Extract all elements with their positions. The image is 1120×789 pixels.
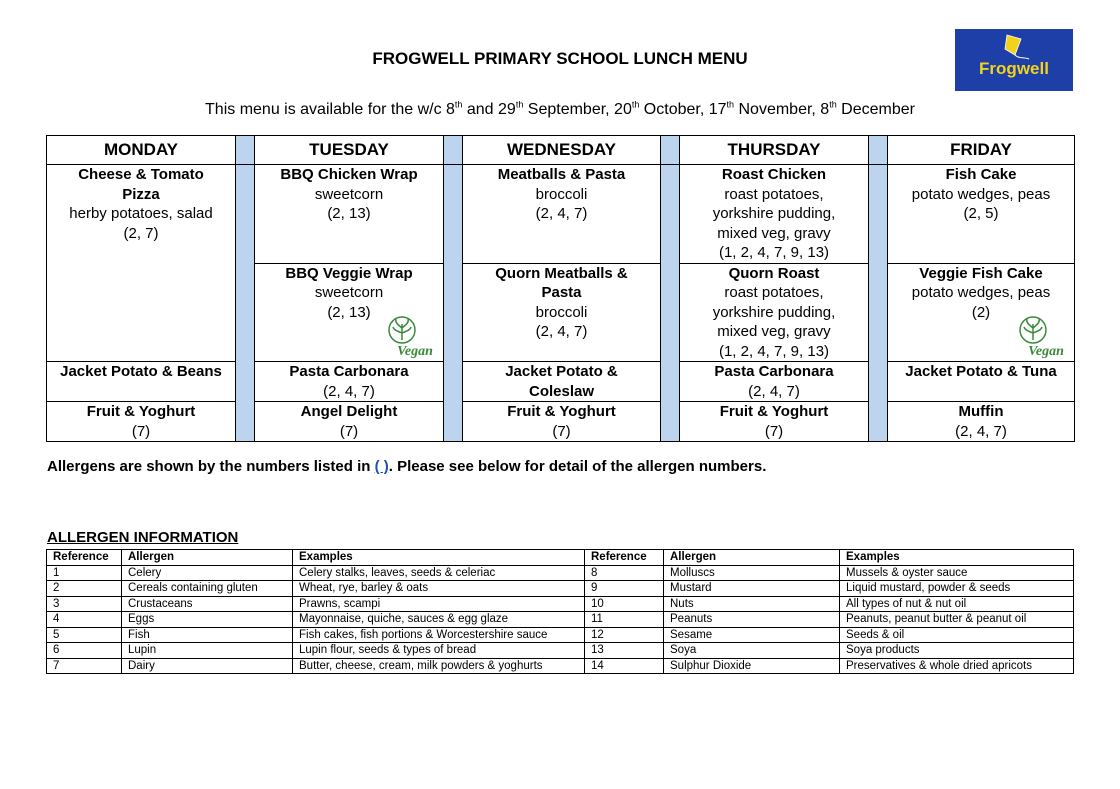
table-row <box>47 565 1074 581</box>
dish-sides: herby potatoes, salad <box>69 205 213 222</box>
table-cell: Prawns, scampi <box>293 596 585 612</box>
table-cell: 12 <box>585 627 664 643</box>
dish-name: Cheese & Tomato Pizza <box>78 166 204 203</box>
dish-name: Fruit & Yoghurt <box>719 403 829 420</box>
allergen-table-header <box>47 550 1074 566</box>
dish-allergens: (2, 13) <box>327 303 371 321</box>
table-cell: 8 <box>585 565 664 581</box>
vegan-icon <box>386 314 440 358</box>
table-cell: 6 <box>47 643 122 659</box>
wednesday-main-cell <box>463 165 661 264</box>
table-row <box>47 658 1074 674</box>
vegan-label: Vegan <box>397 344 433 358</box>
table-cell: Soya products <box>840 643 1074 659</box>
dish-name: Jacket Potato & Beans <box>60 363 222 380</box>
dish-allergens: (7) <box>552 422 571 440</box>
table-cell: Preservatives & whole dried apricots <box>840 658 1074 674</box>
thursday-main-cell <box>680 165 869 264</box>
table-cell: Mussels & oyster sauce <box>840 565 1074 581</box>
dish-name: BBQ Veggie Wrap <box>285 264 413 282</box>
table-cell: 3 <box>47 596 122 612</box>
table-cell: Dairy <box>122 658 293 674</box>
table-cell: Celery <box>122 565 293 581</box>
column-header: Reference <box>585 550 664 566</box>
dish-name: Angel Delight <box>300 403 398 420</box>
tuesday-alt-cell <box>255 362 444 402</box>
dish-name: Meatballs & Pasta <box>497 166 626 183</box>
table-cell: Peanuts <box>664 612 840 628</box>
day-header-row <box>47 136 1075 165</box>
dish-name: Quorn Meatballs & Pasta <box>495 264 628 301</box>
table-cell: 7 <box>47 658 122 674</box>
table-cell: Lupin flour, seeds & types of bread <box>293 643 585 659</box>
table-cell: Sesame <box>664 627 840 643</box>
thursday-veg-cell <box>680 263 869 362</box>
column-separator <box>869 165 888 442</box>
table-cell: Seeds & oil <box>840 627 1074 643</box>
column-separator <box>444 165 463 442</box>
dish-allergens: (2, 7) <box>123 224 159 242</box>
dish-allergens: (2, 5) <box>963 205 999 222</box>
thursday-dessert-cell <box>680 402 869 442</box>
dish-sides: mixed veg, gravy <box>717 323 831 340</box>
column-separator <box>661 136 680 165</box>
day-header-monday: MONDAY <box>47 136 236 165</box>
table-row <box>47 643 1074 659</box>
dish-allergens: (2, 4, 7) <box>323 382 375 400</box>
tuesday-veg-cell <box>255 263 444 362</box>
table-cell: Celery stalks, leaves, seeds & celeriac <box>293 565 585 581</box>
table-row <box>47 596 1074 612</box>
table-cell: Sulphur Dioxide <box>664 658 840 674</box>
dish-name: Muffin <box>958 403 1004 420</box>
tuesday-main-cell <box>255 165 444 264</box>
table-cell: 4 <box>47 612 122 628</box>
dish-sides: potato wedges, peas <box>911 284 1051 301</box>
vegan-label: Vegan <box>1028 344 1064 358</box>
frogwell-logo <box>955 29 1073 91</box>
column-separator <box>444 136 463 165</box>
dish-sides: roast potatoes, <box>724 185 824 203</box>
table-cell: Liquid mustard, powder & seeds <box>840 581 1074 597</box>
dish-name: BBQ Chicken Wrap <box>280 166 418 183</box>
table-cell: 5 <box>47 627 122 643</box>
logo-text: Frogwell <box>979 59 1049 78</box>
table-row <box>47 581 1074 597</box>
table-cell: Peanuts, peanut butter & peanut oil <box>840 612 1074 628</box>
friday-veg-cell <box>888 263 1075 362</box>
tuesday-dessert-cell <box>255 402 444 442</box>
dish-name: Jacket Potato & Tuna <box>905 363 1057 380</box>
allergen-note: Allergens are shown by the numbers listed in ( ). Please see below for detail of the allergen numbers. <box>47 458 767 475</box>
dish-allergens: (2, 4, 7) <box>955 422 1007 440</box>
table-row <box>47 627 1074 643</box>
table-cell: Cereals containing gluten <box>122 581 293 597</box>
table-cell: Wheat, rye, barley & oats <box>293 581 585 597</box>
dish-allergens: (7) <box>131 422 151 440</box>
wednesday-alt-cell <box>463 362 661 402</box>
dish-sides: yorkshire pudding, <box>712 205 836 222</box>
dish-sides: sweetcorn <box>314 185 384 203</box>
dish-name: Jacket Potato & Coleslaw <box>505 363 618 400</box>
day-header-friday: FRIDAY <box>888 136 1075 165</box>
vegan-icon <box>1017 314 1071 358</box>
dish-allergens: (2, 4, 7) <box>535 323 588 340</box>
table-cell: 14 <box>585 658 664 674</box>
dish-allergens: (1, 2, 4, 7, 9, 13) <box>718 342 830 360</box>
monday-main-cell <box>47 165 236 362</box>
table-cell: 1 <box>47 565 122 581</box>
wednesday-dessert-cell <box>463 402 661 442</box>
column-separator <box>661 165 680 442</box>
main-meal-row <box>47 165 1075 264</box>
table-cell: All types of nut & nut oil <box>840 596 1074 612</box>
allergen-table <box>46 549 1074 674</box>
table-cell: 13 <box>585 643 664 659</box>
column-separator <box>236 136 255 165</box>
column-header: Allergen <box>664 550 840 566</box>
dish-name: Fruit & Yoghurt <box>86 403 196 420</box>
dish-name: Veggie Fish Cake <box>919 264 1043 282</box>
dish-allergens: (7) <box>339 422 359 440</box>
allergen-info-title: ALLERGEN INFORMATION <box>47 529 239 546</box>
dish-sides: broccoli <box>535 185 588 203</box>
dessert-row <box>47 402 1075 442</box>
friday-main-cell <box>888 165 1075 264</box>
dish-sides: potato wedges, peas <box>911 185 1051 203</box>
table-cell: Mayonnaise, quiche, sauces & egg glaze <box>293 612 585 628</box>
column-header: Examples <box>293 550 585 566</box>
day-header-thursday: THURSDAY <box>680 136 869 165</box>
column-separator <box>236 165 255 442</box>
jacket-potato-row <box>47 362 1075 402</box>
table-cell: Butter, cheese, cream, milk powders & yoghurts <box>293 658 585 674</box>
table-cell: Nuts <box>664 596 840 612</box>
dish-allergens: (2, 13) <box>327 205 371 222</box>
dish-name: Fruit & Yoghurt <box>507 403 616 420</box>
dish-name: Pasta Carbonara <box>714 363 834 380</box>
table-cell: Fish <box>122 627 293 643</box>
table-cell: Soya <box>664 643 840 659</box>
dish-allergens: (2) <box>971 303 991 321</box>
dish-name: Fish Cake <box>945 166 1017 183</box>
table-cell: Molluscs <box>664 565 840 581</box>
table-cell: 9 <box>585 581 664 597</box>
friday-dessert-cell <box>888 402 1075 442</box>
dish-sides: roast potatoes, <box>724 284 824 301</box>
table-cell: 10 <box>585 596 664 612</box>
column-header: Reference <box>47 550 122 566</box>
day-header-tuesday: TUESDAY <box>255 136 444 165</box>
table-cell: Eggs <box>122 612 293 628</box>
column-header: Examples <box>840 550 1074 566</box>
column-separator <box>869 136 888 165</box>
dish-sides: sweetcorn <box>314 284 384 301</box>
table-cell: Crustaceans <box>122 596 293 612</box>
table-cell: 11 <box>585 612 664 628</box>
table-cell: 2 <box>47 581 122 597</box>
dish-allergens: (1, 2, 4, 7, 9, 13) <box>718 244 830 261</box>
dish-allergens: (7) <box>764 422 784 440</box>
table-row <box>47 612 1074 628</box>
column-header: Allergen <box>122 550 293 566</box>
table-cell: Mustard <box>664 581 840 597</box>
dish-name: Roast Chicken <box>721 166 827 183</box>
day-header-wednesday: WEDNESDAY <box>463 136 661 165</box>
dish-name: Pasta Carbonara <box>289 363 409 380</box>
friday-alt-cell <box>888 362 1075 402</box>
dish-allergens: (2, 4, 7) <box>535 205 588 222</box>
dish-sides: broccoli <box>535 303 588 321</box>
table-cell: Fish cakes, fish portions & Worcestershire sauce <box>293 627 585 643</box>
monday-dessert-cell <box>47 402 236 442</box>
dish-allergens: (2, 4, 7) <box>748 382 800 400</box>
allergen-paren-link[interactable]: ( ) <box>374 458 389 475</box>
lunch-menu-table <box>46 135 1075 442</box>
monday-alt-cell <box>47 362 236 402</box>
dish-name: Quorn Roast <box>728 264 820 282</box>
table-cell: Lupin <box>122 643 293 659</box>
menu-dates: This menu is available for the w/c 8th and 29th September, 20th October, 17th November, 8th December <box>205 99 915 118</box>
wednesday-veg-cell <box>463 263 661 362</box>
page-title: FROGWELL PRIMARY SCHOOL LUNCH MENU <box>372 49 748 68</box>
dish-sides: yorkshire pudding, <box>712 303 836 321</box>
thursday-alt-cell <box>680 362 869 402</box>
dish-sides: mixed veg, gravy <box>717 224 831 242</box>
